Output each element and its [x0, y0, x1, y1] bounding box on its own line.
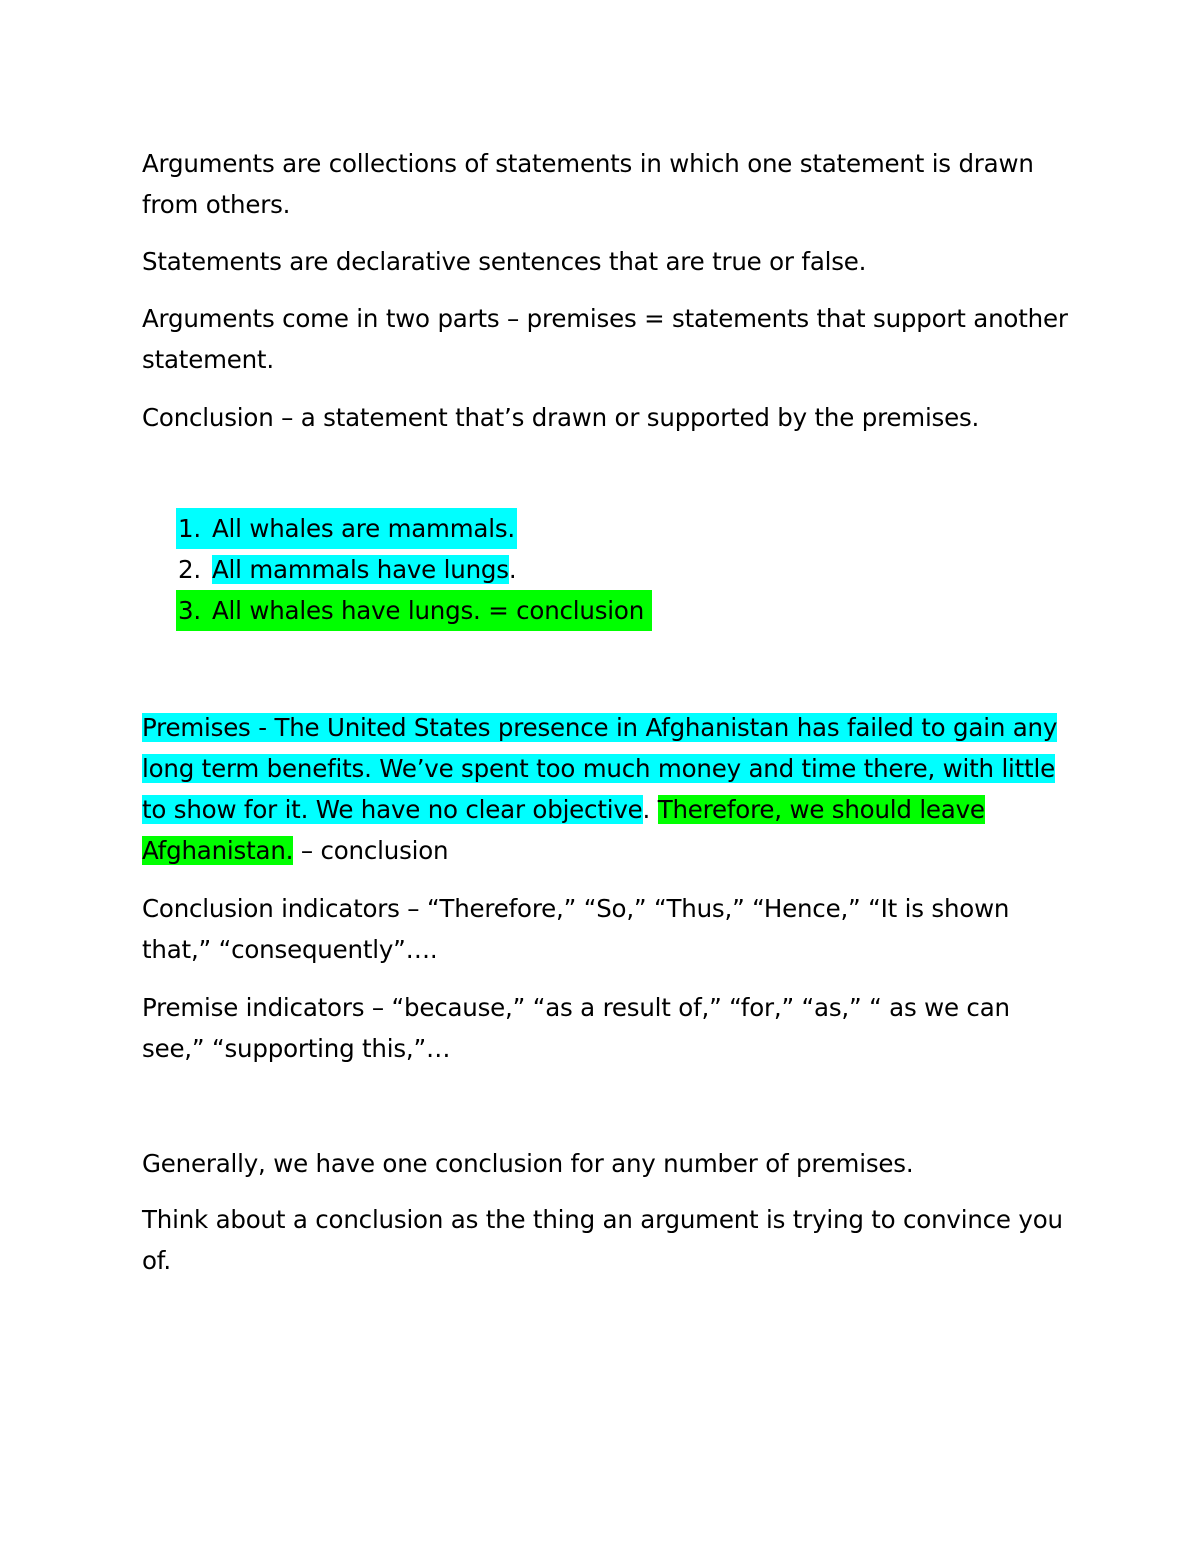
list-item: 2. All mammals have lungs.: [178, 555, 517, 584]
paragraph-one-conclusion: Generally, we have one conclusion for any number of premises.: [142, 1149, 914, 1178]
paragraph-afghanistan-example: Premises - The United States presence in Afghanistan has failed to gain any long term benefits. We’ve spent too much money and time there, with little to show for it. We have no clear objective. Therefore, we should leave Afghanistan. – conclusion: [142, 713, 1058, 865]
list-item: [176, 590, 652, 631]
paragraph-statements-definition: Statements are declarative sentences that are true or false.: [142, 247, 867, 276]
paragraph-arguments-definition: Arguments are collections of statements in which one statement is drawn from others.: [142, 149, 1034, 219]
paragraph-two-parts: Arguments come in two parts – premises = statements that support another statement.: [142, 304, 1068, 374]
premise-highlight: Premises - The United States presence in Afghanistan has failed to gain any long term benefits. We’ve spent too much money and time there, with little to show for it. We have no clear objective: [142, 713, 1058, 824]
paragraph-premise-indicators: Premise indicators – “because,” “as a result of,” “for,” “as,” “ as we can see,” “supporting this,”…: [142, 993, 1010, 1063]
paragraph-conclusion-definition: Conclusion – a statement that’s drawn or supported by the premises.: [142, 403, 980, 432]
premise-highlight: All mammals have lungs: [212, 555, 509, 584]
paragraph-think-about-conclusion: Think about a conclusion as the thing an argument is trying to convince you of.: [142, 1205, 1063, 1275]
example-argument-list: [176, 508, 652, 631]
paragraph-conclusion-indicators: Conclusion indicators – “Therefore,” “So,” “Thus,” “Hence,” “It is shown that,” “consequently”….: [142, 894, 1010, 964]
conclusion-highlight: Therefore, we should leave Afghanistan.: [142, 795, 985, 865]
list-item: [176, 508, 652, 549]
premise-highlight: 1. All whales are mammals.: [176, 508, 517, 549]
conclusion-highlight: 3. All whales have lungs. = conclusion: [176, 590, 652, 631]
